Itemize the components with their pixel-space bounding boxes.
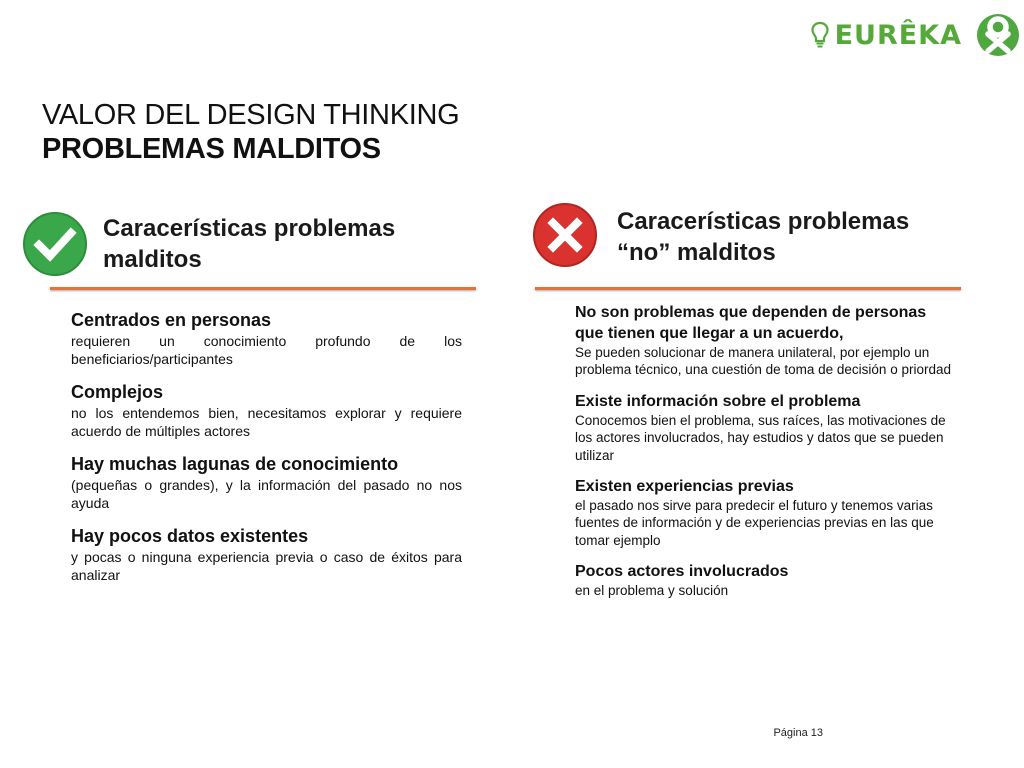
page-number: Página 13 (773, 727, 823, 739)
item-title: Existe información sobre el problema (575, 392, 861, 410)
item-description: requieren un conocimiento profundo de los beneficiarios/participantes (71, 333, 462, 367)
item-title: Existen experiencias previas (575, 478, 794, 496)
list-item (575, 302, 957, 379)
left-heading-line-1: Caracerísticas problemas (103, 215, 396, 242)
lightbulb-icon (811, 21, 829, 49)
list-item (575, 391, 957, 464)
left-divider (50, 287, 476, 290)
item-title: Hay muchas lagunas de conocimiento (71, 454, 399, 474)
item-title: Complejos (71, 382, 164, 402)
list-item (71, 453, 462, 512)
x-icon (532, 202, 598, 268)
item-title: No son problemas que dependen de personas que tienen que llegar a un acuerdo, (575, 304, 927, 342)
item-description: y pocas o ninguna experiencia previa o caso de éxitos para analizar (71, 549, 462, 583)
item-title: Hay pocos datos existentes (71, 526, 309, 546)
brand-name: EURÊKA (834, 19, 962, 51)
list-item (71, 381, 462, 440)
left-heading-line-2: malditos (103, 246, 202, 273)
item-description: Conocemos bien el problema, sus raíces, las motivaciones de los actores involucrados, hay estudios y datos que se pueden utilizar (575, 412, 946, 463)
item-description: Se pueden solucionar de manera unilateral, por ejemplo un problema técnico, una cuestión de toma de decisión o priordad (575, 345, 951, 378)
item-description: en el problema y solución (575, 583, 729, 599)
right-heading-line-2: “no” malditos (617, 239, 776, 266)
page-title (42, 98, 459, 166)
left-column-heading (103, 213, 395, 275)
title-line-2: PROBLEMAS MALDITOS (42, 133, 381, 165)
item-title: Centrados en personas (71, 310, 272, 330)
right-divider (535, 287, 961, 290)
right-item-list (575, 302, 957, 612)
brand-logo (811, 4, 1020, 66)
check-icon (22, 211, 88, 277)
list-item (575, 561, 957, 599)
title-line-1: VALOR DEL DESIGN THINKING (42, 99, 460, 131)
item-description: el pasado nos sirve para predecir el futuro y tenemos varias fuentes de información y de experiencias previas en las que tomar ejemplo (575, 498, 934, 548)
right-column-heading (617, 206, 909, 268)
list-item (71, 309, 462, 368)
oxfam-logo-icon (976, 6, 1020, 64)
item-description: (pequeñas o grandes), y la información del pasado no nos ayuda (71, 477, 462, 511)
list-item (71, 525, 462, 584)
list-item (575, 476, 957, 549)
item-description: no los entendemos bien, necesitamos explorar y requiere acuerdo de múltiples actores (71, 405, 462, 439)
left-item-list (71, 309, 462, 597)
item-title: Pocos actores involucrados (575, 563, 789, 581)
right-heading-line-1: Caracerísticas problemas (617, 208, 910, 235)
